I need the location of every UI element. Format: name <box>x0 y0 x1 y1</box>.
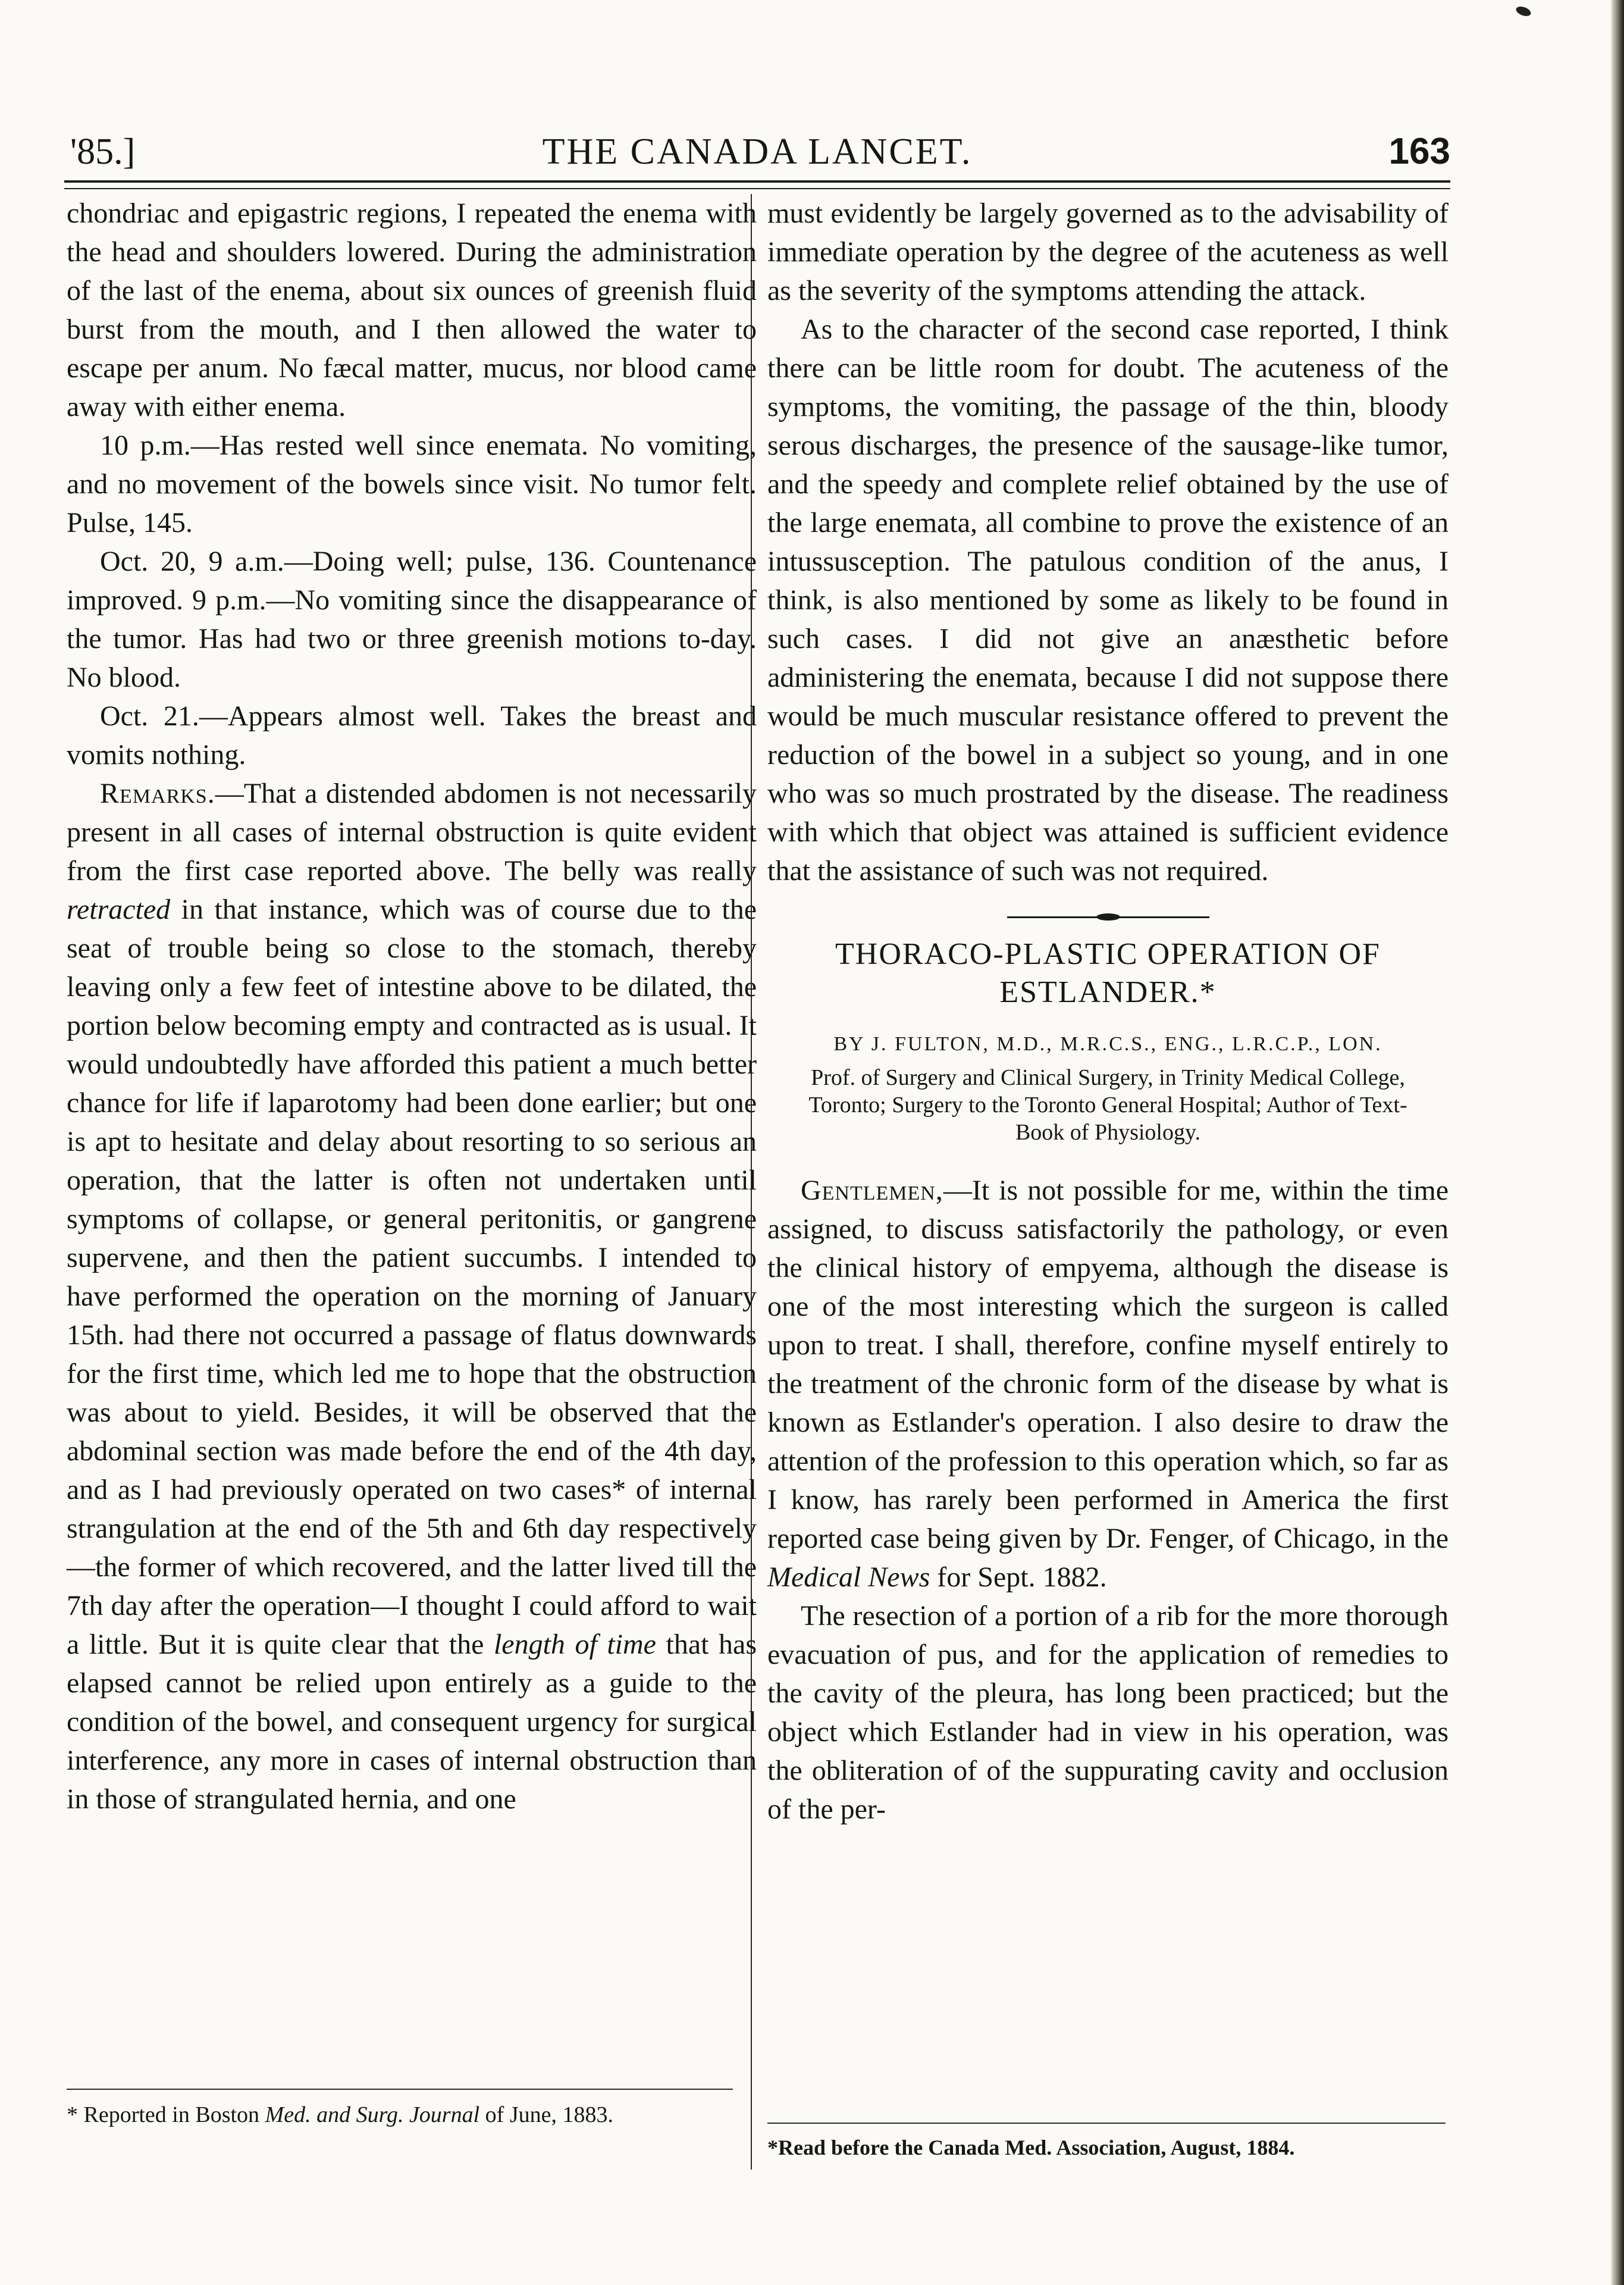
remarks-text-3: that has elapsed cannot be relied upon entirely as a guide to the condition of the bowel, and consequent urgency for surgical interference, any more in cases of internal obstruction than in those of strangulated hernia, and one <box>67 1629 757 1815</box>
footnote-left <box>67 2101 733 2129</box>
footnote-right: *Read before the Canada Med. Association, August, 1884. <box>767 2136 1295 2159</box>
footnote-left-text-2: of June, 1883. <box>479 2102 613 2127</box>
paragraph: As to the character of the second case reported, I think there can be little room for doubt. The acuteness of the symptoms, the vomiting, the passage of the thin, bloody serous discharges, the presence of the sausage-like tumor, and the speedy and complete relief obtained by the use of the large enemata, all combine to prove the existence of an intussusception. The patulous condition of the anus, I think, is also mentioned by some as likely to be found in such cases. I did not give an anæsthetic before administering the enemata, because I did not suppose there would be much muscular resistance offered to prevent the reduction of the bowel in a subject so young, and in one who was so much prostrated by the disease. The readiness with which that object was attained is sufficient evidence that the assistance of such was not required. <box>767 314 1449 887</box>
journal-title: THE CANADA LANCET. <box>542 132 973 172</box>
footnote-rule-left <box>67 2089 733 2090</box>
footnote-left-emphasis: Med. and Surg. Journal <box>265 2102 480 2127</box>
scan-ink-mark <box>1515 5 1532 18</box>
gentlemen-paragraph <box>767 1171 1449 1597</box>
paragraph: The resection of a portion of a rib for the more thorough evacuation of pus, and for the application of remedies to the cavity of the pleura, has long been practiced; but the object which Estlander had in view in his operation, was the obliteration of of the suppurating cavity and occlusion of the per- <box>767 1600 1449 1825</box>
footnote-left-text-1: * Reported in Boston <box>67 2102 265 2127</box>
paragraph: Oct. 20, 9 a.m.—Doing well; pulse, 136. Countenance improved. 9 p.m.—No vomiting since the disappearance of the tumor. Has had two or three greenish motions to-day. No blood. <box>67 546 757 693</box>
right-column <box>767 194 1449 1829</box>
paragraph: 10 p.m.—Has rested well since enemata. No vomiting, and no movement of the bowels since visit. No tumor felt. Pulse, 145. <box>67 430 757 539</box>
author-affiliation: Prof. of Surgery and Clinical Surgery, in Trinity Medical College, Toronto; Surgery to the Toronto General Hospital; Author of Text-Book of Physiology. <box>808 1065 1407 1145</box>
gentlemen-end: for Sept. 1882. <box>930 1561 1107 1593</box>
header-rule <box>64 180 1450 189</box>
remarks-text-1: —That a distended abdomen is not necessarily present in all cases of internal obstruction is quite evident from the first case reported above. The belly was really <box>67 778 757 887</box>
scan-edge-shadow <box>1611 0 1624 2285</box>
page-number: 163 <box>1388 131 1450 172</box>
remarks-label: Remarks. <box>100 778 215 809</box>
gentlemen-text: —It is not possible for me, within the time assigned, to discuss satisfactorily the pathology, or even the clinical history of empyema, although the disease is one of the most interesting which the surgeon is called upon to treat. I shall, therefore, confine myself entirely to the treatment of the chronic form of the disease by what is known as Estlander's operation. I also desire to draw the attention of the profession to this operation which, so far as I know, has rarely been performed in America the first reported case being given by Dr. Fenger, of Chicago, in the <box>767 1175 1449 1554</box>
remarks-emphasis-1: retracted <box>67 894 171 925</box>
left-column <box>67 194 757 1818</box>
running-header <box>64 128 1450 176</box>
salutation: Gentlemen, <box>801 1175 943 1206</box>
paragraph: must evidently be largely governed as to the advisability of immediate operation by the degree of the acuteness as well as the severity of the symptoms attending the attack. <box>767 198 1449 306</box>
journal-emphasis: Medical News <box>767 1561 930 1593</box>
section-divider <box>1007 906 1209 929</box>
remarks-text-2: in that instance, which was of course due to the seat of trouble being so close to the stomach, thereby leaving only a few feet of intestine above to be dilated, the portion below becoming empty and contracted as is usual. It would undoubtedly have afforded this patient a much better chance for life if laparotomy had been done earlier; but one is apt to hesitate and delay about resorting to so serious an operation, that the latter is often not undertaken until symptoms of collapse, or general peritonitis, or gangrene supervene, and then the patient succumbs. I intended to have performed the operation on the morning of January 15th. had there not occurred a passage of flatus downwards for the first time, which led me to hope that the obstruction was about to yield. Besides, it will be observed that the abdominal section was made before the end of the 4th day, and as I had previously operated on two cases* of internal strangulation at the end of the 5th and 6th day respectively—the former of which recovered, and the latter lived till the 7th day after the operation—I thought I could afford to wait a little. But it is quite clear that the <box>67 894 757 1660</box>
remarks-emphasis-2: length of time <box>493 1629 656 1660</box>
paragraph: chondriac and epigastric regions, I repeated the enema with the head and shoulders lowered. During the administration of the last of the enema, about six ounces of greenish fluid burst from the mouth, and I then allowed the water to escape per anum. No fæcal matter, mucus, nor blood came away with either enema. <box>67 198 757 422</box>
article-byline: BY J. FULTON, M.D., M.R.C.S., ENG., L.R.C.P., LON. <box>833 1033 1382 1055</box>
header-volume-year: '85.] <box>70 132 136 172</box>
footnote-rule-right <box>767 2123 1446 2124</box>
article-title: THORACO-PLASTIC OPERATION OF ESTLANDER.* <box>835 937 1381 1009</box>
remarks-paragraph <box>67 774 757 1818</box>
paragraph: Oct. 21.—Appears almost well. Takes the breast and vomits nothing. <box>67 700 757 771</box>
